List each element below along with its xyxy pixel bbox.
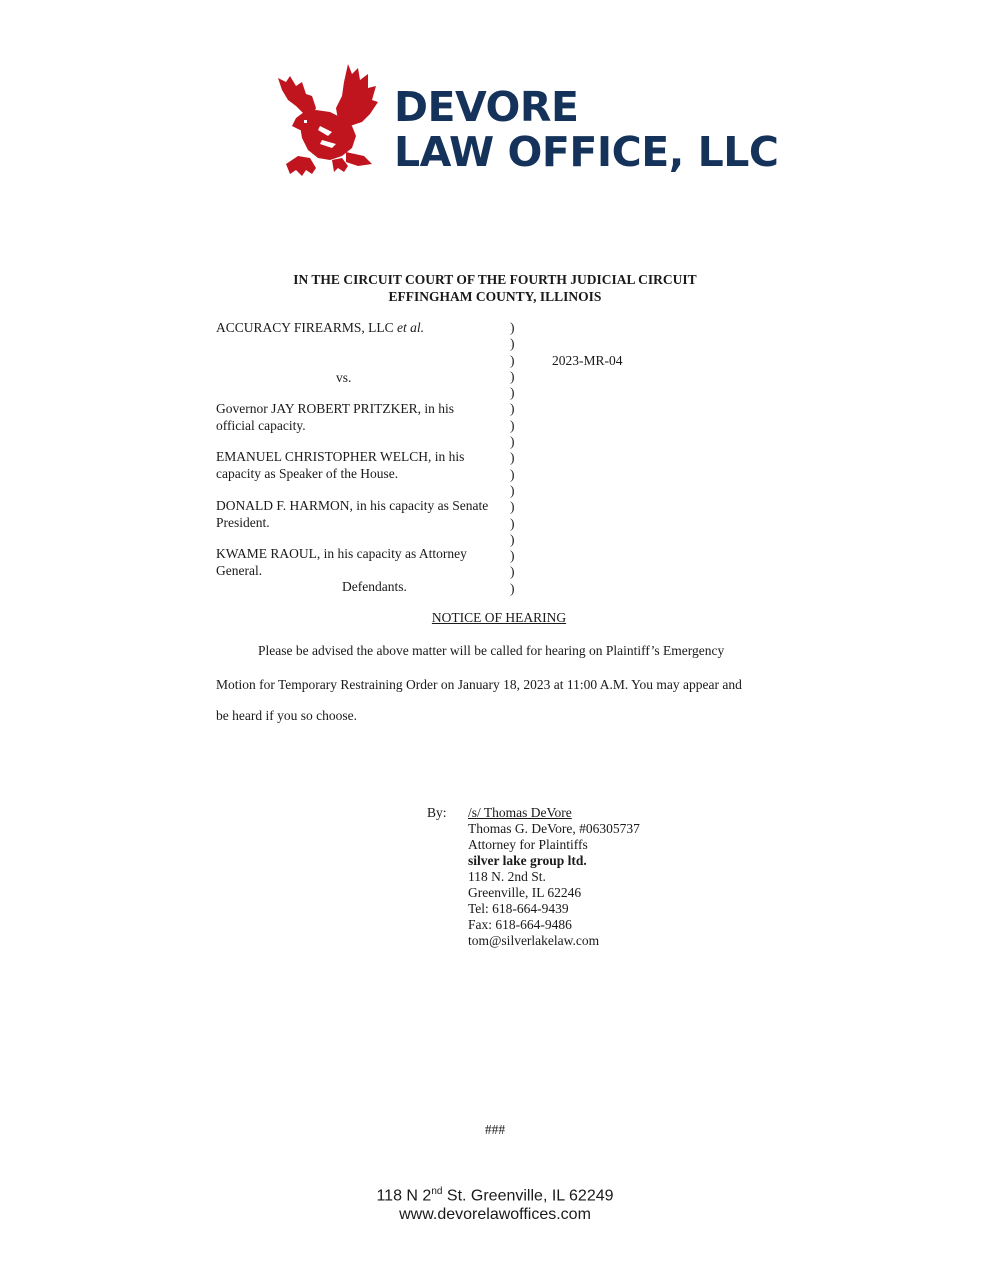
caption-paren: ) [510,548,515,564]
street-address: 118 N. 2nd St. [468,869,546,884]
caption-paren: ) [510,434,515,450]
notice-line-1: Please be advised the above matter will be called for hearing on Plaintiff’s Emergency [258,643,725,658]
email-address: tom@silverlakelaw.com [468,933,600,948]
e-signature: /s/ Thomas DeVore [468,805,572,820]
caption-paren: ) [510,564,515,580]
fax: Fax: 618-664-9486 [468,917,572,932]
caption-paren: ) [510,401,515,417]
caption-paren: ) [510,320,515,335]
case-number: 2023-MR-04 [552,353,623,368]
caption-paren: ) [510,450,515,466]
defendant-4-line-1: KWAME RAOUL, in his capacity as Attorney [216,546,467,561]
footer-website: www.devorelawoffices.com [399,1206,591,1223]
city-address: Greenville, IL 62246 [468,885,582,900]
caption-paren: ) [510,417,515,433]
eagle-icon [272,60,384,185]
plaintiff-label: ACCURACY FIREARMS, LLC [216,320,394,335]
firm-logo [272,60,779,185]
defendant-4-line-2: General. [216,562,263,578]
logo-line-1: DEVORE [394,83,579,131]
notice-line-2: Motion for Temporary Restraining Order on January 18, 2023 at 11:00 A.M. You may appear and [216,677,742,692]
defendants-label: Defendants. [342,579,407,594]
defendant-3-line-1: DONALD F. HARMON, in his capacity as Senate [216,498,489,513]
defendant-1 [216,401,454,434]
caption-paren: ) [510,515,515,531]
signature-block [468,805,640,949]
caption-paren: ) [510,499,515,515]
caption-paren: ) [510,368,515,384]
attorney-name: Thomas G. DeVore, #06305737 [468,821,640,836]
caption-paren: ) [510,336,515,352]
defendant-3 [216,498,488,531]
defendant-4 [216,546,467,579]
by-label: By: [427,805,447,820]
defendant-2 [216,449,464,482]
versus-label: vs. [336,370,352,385]
footer-address [0,1186,990,1205]
court-name: IN THE CIRCUIT COURT OF THE FOURTH JUDICIAL CIRCUIT [293,272,697,287]
end-mark: ### [484,1122,506,1137]
plaintiff-name [216,320,424,337]
caption-paren: ) [510,531,515,547]
telephone: Tel: 618-664-9439 [468,901,569,916]
defendant-1-line-2: official capacity. [216,417,306,433]
caption-paren: ) [510,352,515,368]
notice-heading: NOTICE OF HEARING [431,610,567,625]
logo-line-2: LAW OFFICE, LLC [394,128,779,176]
footer-address-sup: nd [431,1186,443,1197]
defendant-1-line-1: Governor JAY ROBERT PRITZKER, in his [216,401,454,416]
defendant-3-line-2: President. [216,514,270,530]
defendant-2-line-2: capacity as Speaker of the House. [216,465,399,481]
caption-parentheses [510,320,515,597]
caption-paren: ) [510,482,515,498]
caption-paren: ) [510,580,515,596]
plaintiff-suffix: et al. [397,320,425,335]
footer-address-end: St. Greenville, IL 62249 [442,1187,614,1205]
caption-paren: ) [510,466,515,482]
attorney-role: Attorney for Plaintiffs [468,837,588,852]
caption-paren: ) [510,385,515,401]
footer-address-start: 118 N 2 [376,1187,432,1205]
defendant-2-line-1: EMANUEL CHRISTOPHER WELCH, in his [216,449,465,464]
court-county: EFFINGHAM COUNTY, ILLINOIS [388,289,602,304]
firm-name: silver lake group ltd. [468,853,587,868]
notice-line-3: be heard if you so choose. [216,708,357,723]
